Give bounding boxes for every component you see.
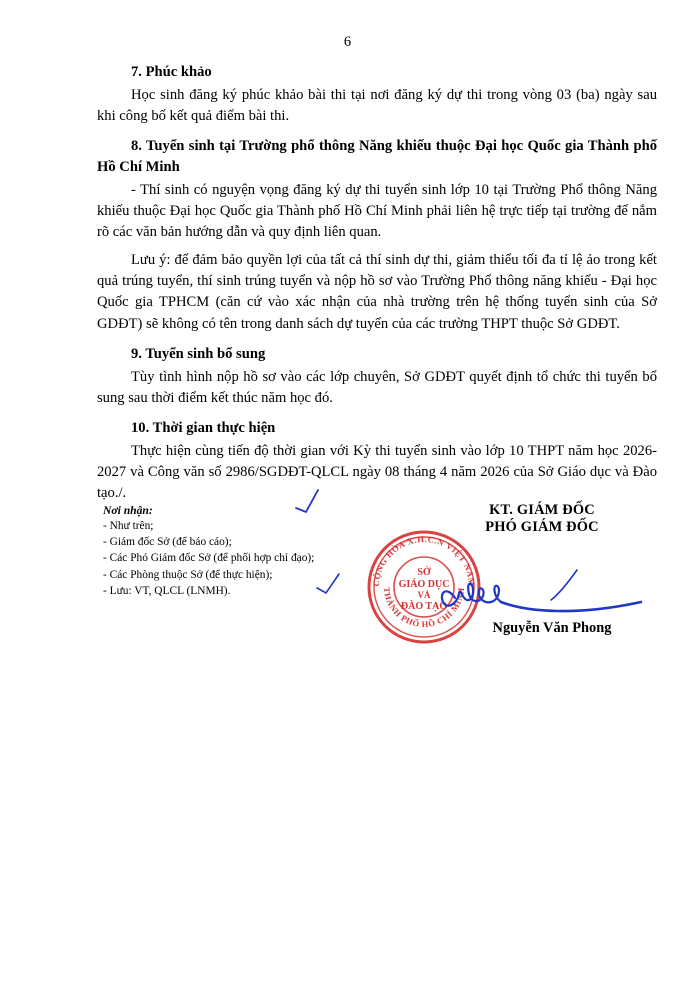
svg-text:ĐÀO TẠO: ĐÀO TẠO <box>400 601 448 612</box>
section-paragraph-8-1: - Thí sinh có nguyện vọng đăng ký dự thi tuyển sinh lớp 10 tại Trường Phổ thông Năng khiếu thuộc Đại học Quốc gia Thành phố Hồ Chí Minh phải liên hệ trực tiếp tại trường để nắm rõ các văn bản hướng dẫn và quy định liên quan. <box>97 181 657 241</box>
section-heading-9: 9. Tuyển sinh bổ sung <box>131 345 266 362</box>
svg-text:VÀ: VÀ <box>417 590 431 600</box>
section-paragraph-10-1: Thực hiện cùng tiến độ thời gian với Kỳ thi tuyển sinh vào lớp 10 THPT năm học 2026-2027 và Công văn số 2986/SGDĐT-QLCL ngày 08 tháng 4 năm 2026 của Sở Giáo dục và Đào tạo./. <box>97 442 657 502</box>
section-paragraph-8-2: Lưu ý: để đảm bảo quyền lợi của tất cả thí sinh dự thi, giảm thiểu tối đa tỉ lệ ảo trong kết quả trúng tuyển, thí sinh trúng tuyển và nộp hồ sơ vào Trường Phổ thông năng khiếu - Đại học Quốc gia TPHCM (căn cứ vào xác nhận của nhà trường trên hệ thống tuyển sinh của Sở GDĐT) sẽ không có tên trong danh sách dự tuyển của các trường THPT thuộc Sở GDĐT. <box>97 251 657 332</box>
document-body <box>97 62 657 505</box>
list-item: - Lưu: VT, QLCL (LNMH). <box>103 584 231 597</box>
recipients-block <box>103 504 353 599</box>
section-paragraph-7-1: Học sinh đăng ký phúc khảo bài thi tại nơi đăng ký dự thi trong vòng 03 (ba) ngày sau khi công bố kết quả điểm bài thi. <box>97 86 657 125</box>
svg-text:GIÁO DỤC: GIÁO DỤC <box>398 579 450 590</box>
signature-area <box>97 500 657 660</box>
spacer <box>97 335 657 344</box>
signature-title-line2: PHÓ GIÁM ĐỐC <box>485 519 599 535</box>
signature-title-line1: KT. GIÁM ĐỐC <box>489 502 595 518</box>
section-heading-10: 10. Thời gian thực hiện <box>131 420 276 437</box>
spacer <box>97 409 657 418</box>
list-item: - Giám đốc Sở (để báo cáo); <box>103 536 232 549</box>
list-item: - Các Phó Giám đốc Sở (để phối hợp chỉ đạo); <box>103 552 315 565</box>
list-item: - Như trên; <box>103 520 154 532</box>
list-item: - Các Phòng thuộc Sở (để thực hiện); <box>103 568 273 581</box>
section-heading-7: 7. Phúc khảo <box>131 64 212 80</box>
page-number: 6 <box>343 34 352 50</box>
svg-text:SỞ: SỞ <box>417 567 431 578</box>
spacer <box>97 127 657 136</box>
svg-text:CỘNG HÒA X.H.C.N VIỆT NAM: CỘNG HÒA X.H.C.N VIỆT NAM <box>370 533 478 587</box>
recipients-title: Nơi nhận: <box>103 504 153 517</box>
signature-title-block <box>427 502 657 536</box>
section-paragraph-9-1: Tùy tình hình nộp hồ sơ vào các lớp chuyên, Sở GDĐT quyết định tổ chức thi tuyển bổ sung sau thời điểm kết thúc năm học đó. <box>97 368 657 406</box>
svg-text:THÀNH PHỐ HỒ CHÍ MINH: THÀNH PHỐ HỒ CHÍ MINH <box>381 586 467 630</box>
section-heading-8: 8. Tuyển sinh tại Trường phổ thông Năng khiếu thuộc Đại học Quốc gia Thành phố Hồ Chí Minh <box>97 138 657 176</box>
recipients-list <box>103 518 353 599</box>
signer-name: Nguyễn Văn Phong <box>492 620 612 636</box>
